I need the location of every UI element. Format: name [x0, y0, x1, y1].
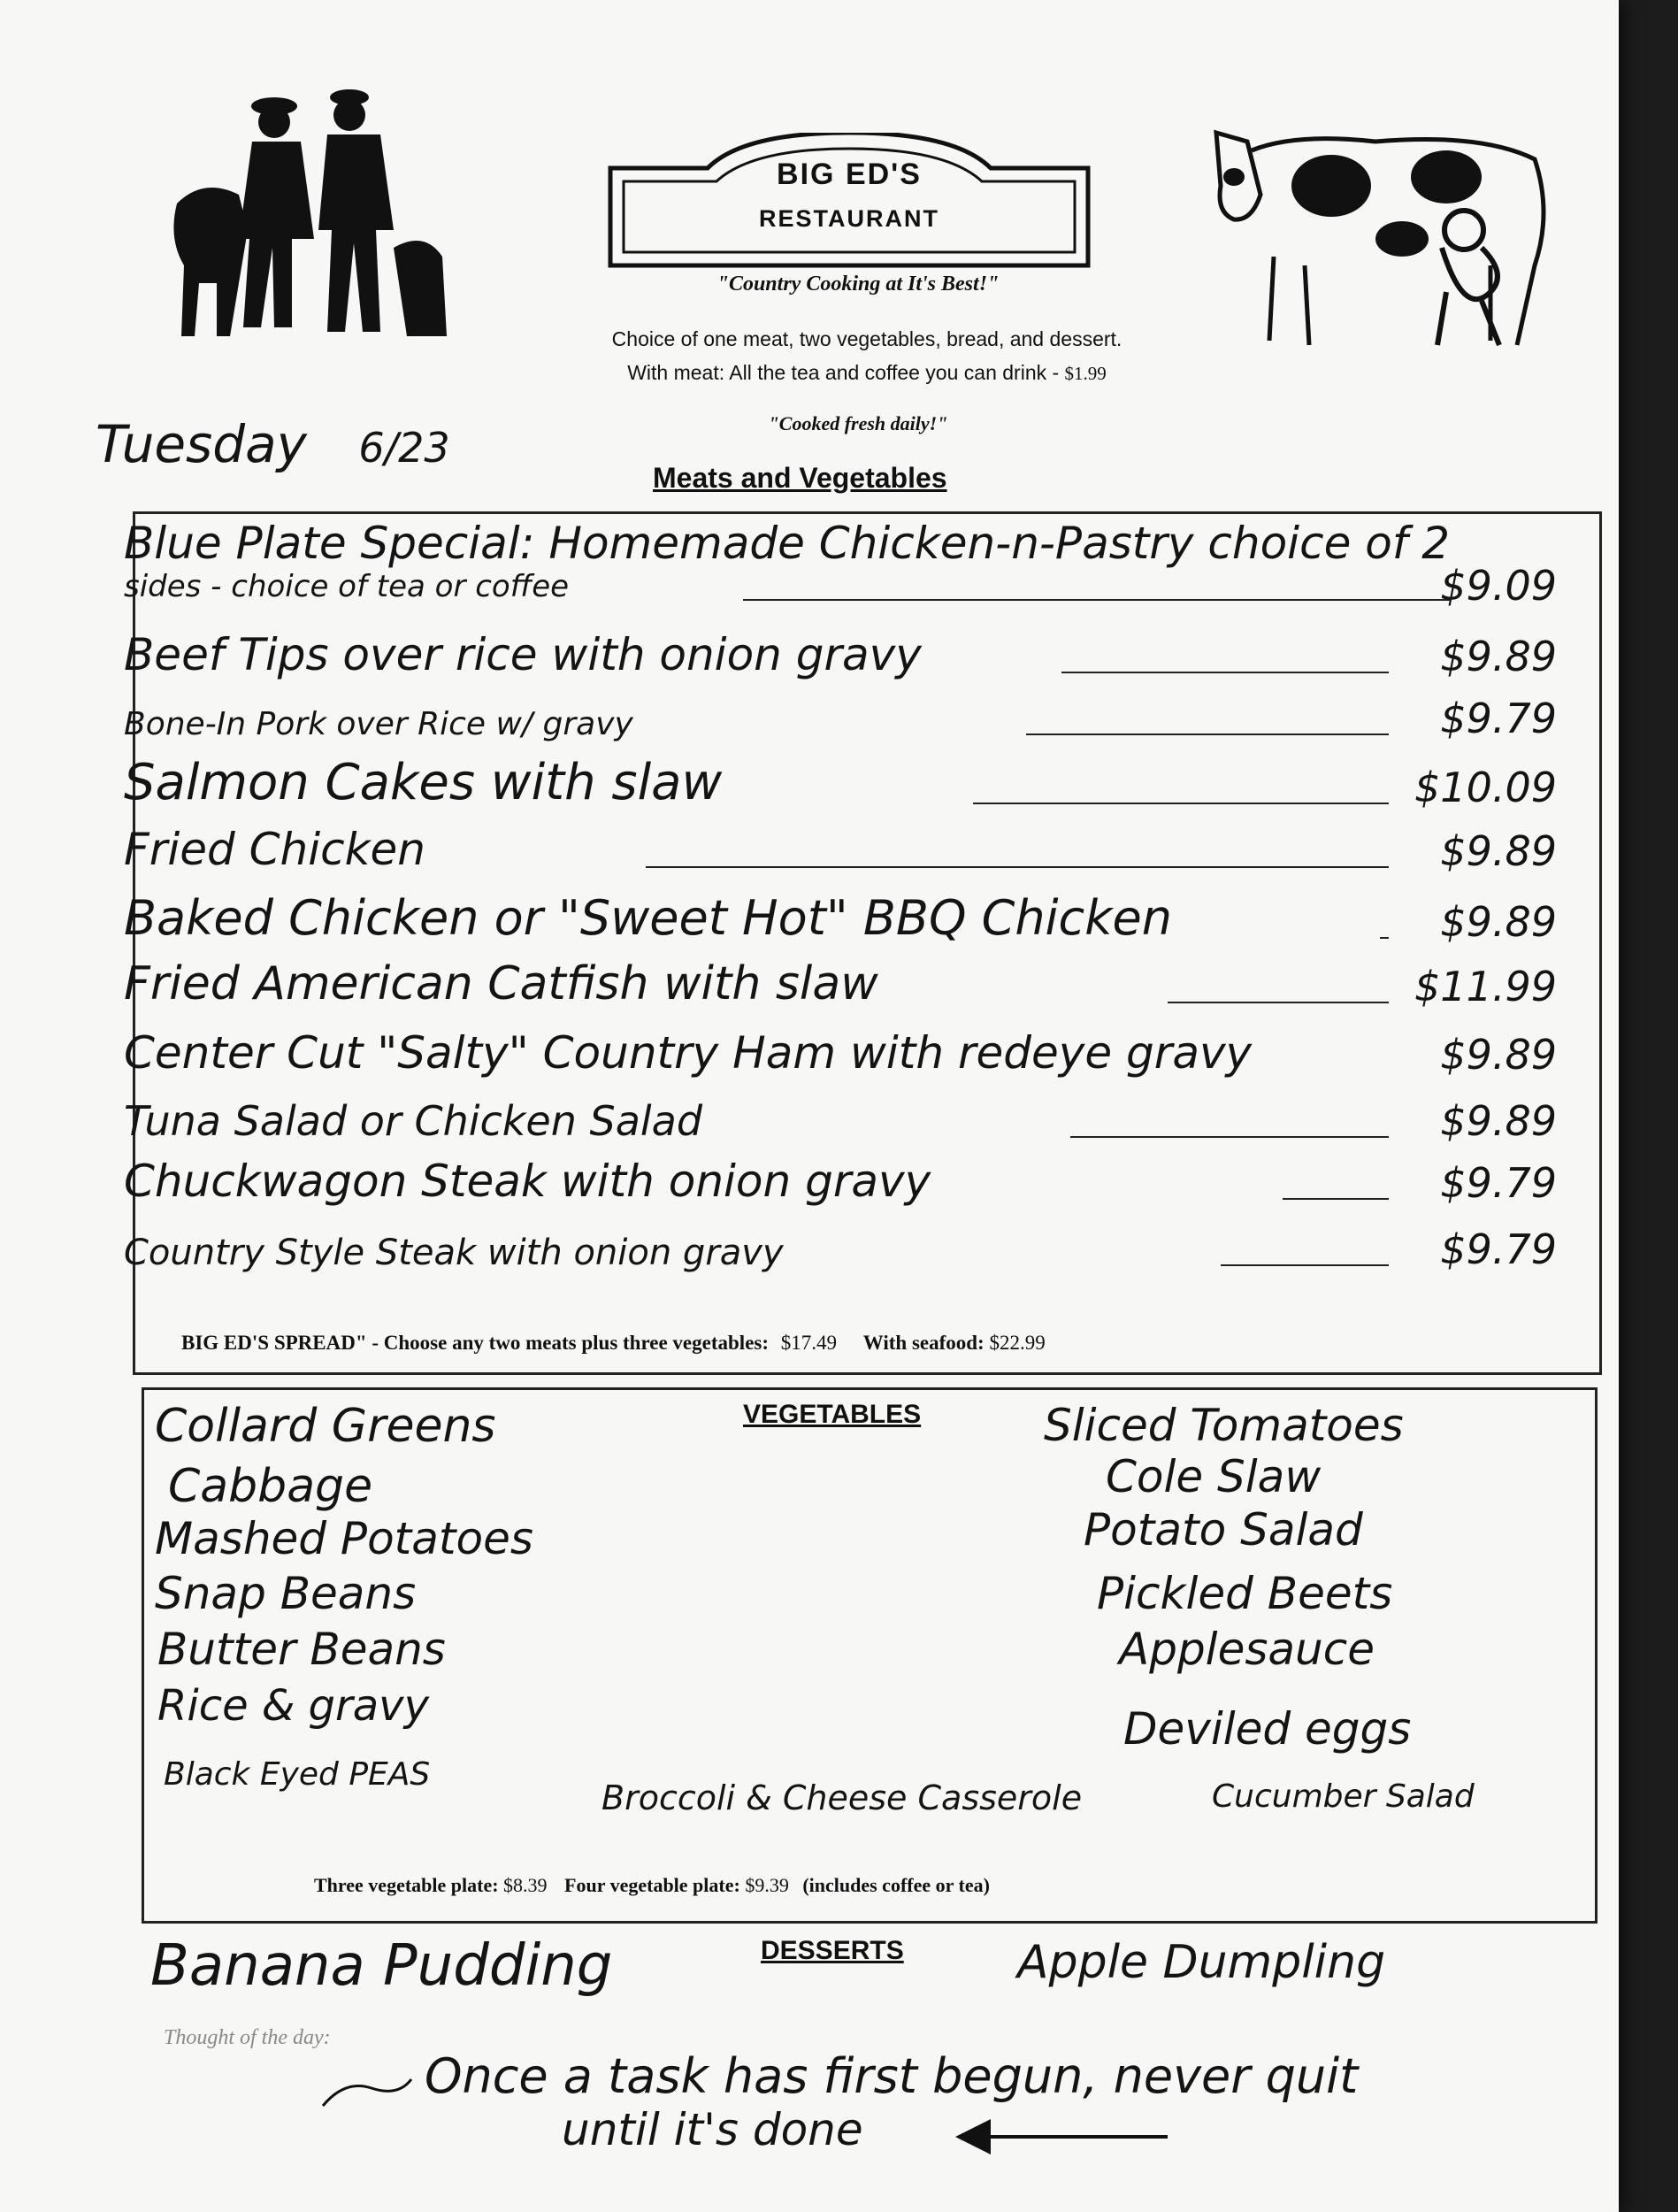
menu-item-name: Beef Tips over rice with onion gravy: [124, 629, 922, 680]
menu-item: [124, 818, 1557, 880]
menu-item: [124, 1150, 1557, 1212]
thought-line-2: until it's done: [562, 2104, 863, 2155]
spread-line: [181, 1332, 1046, 1355]
menu-item-price: $9.89: [1440, 1097, 1557, 1145]
vegetable-item: Potato Salad: [1084, 1504, 1363, 1555]
spread-price: $17.49: [780, 1332, 838, 1354]
three-plate-label: Three vegetable plate:: [314, 1874, 499, 1896]
menu-item-name: Baked Chicken or "Sweet Hot" BBQ Chicken: [124, 890, 1172, 946]
restaurant-type: RESTAURANT: [759, 205, 939, 232]
spread-text: BIG ED'S SPREAD" - Choose any two meats plus three vegetables:: [181, 1332, 770, 1354]
four-plate-price: $9.39: [745, 1874, 789, 1896]
menu-item-price: $9.89: [1440, 1031, 1557, 1079]
menu-item: [124, 1022, 1557, 1084]
vegetable-item: Black Eyed PEAS: [164, 1756, 431, 1793]
includes-note: (includes coffee or tea): [802, 1874, 990, 1896]
squiggle-icon: [318, 2070, 416, 2115]
seafood-label: With seafood:: [862, 1332, 985, 1354]
cow-icon: [1199, 115, 1570, 354]
farmers-silhouette-icon: [168, 80, 460, 345]
menu-item-price: $9.79: [1440, 1159, 1557, 1207]
menu-item-price: $9.89: [1440, 633, 1557, 680]
menu-item: [124, 624, 1557, 686]
menu-date: [96, 414, 450, 474]
tagline: "Country Cooking at It's Best!": [716, 273, 1000, 296]
special-rule: [743, 599, 1451, 601]
menu-item-leader-line: [1061, 672, 1389, 673]
menu-item: [124, 1217, 1557, 1279]
restaurant-name: BIG ED'S: [777, 157, 922, 191]
choice-line: Choice of one meat, two vegetables, bread, and dessert.: [611, 327, 1122, 350]
menu-item-price: $9.79: [1440, 695, 1557, 742]
vegetable-item: Pickled Beets: [1097, 1568, 1393, 1619]
menu-date-value: 6/23: [358, 424, 450, 472]
meat-line-text: With meat: All the tea and coffee you can drink -: [627, 361, 1060, 384]
special-line-1: Blue Plate Special: Homemade Chicken-n-Pastry choice of 2: [124, 518, 1451, 569]
menu-item-name: Center Cut "Salty" Country Ham with redeye gravy: [124, 1027, 1253, 1079]
menu-item-price: $9.89: [1440, 827, 1557, 875]
menu-item-price: $9.79: [1440, 1225, 1557, 1273]
menu-item: [124, 755, 1557, 817]
desserts-section-title: DESSERTS: [761, 1936, 904, 1965]
menu-item-name: Salmon Cakes with slaw: [124, 754, 723, 811]
special-price: $9.09: [1440, 562, 1557, 610]
menu-item-price: $10.09: [1414, 764, 1557, 811]
three-plate-price: $8.39: [503, 1874, 548, 1896]
menu-item: [124, 1088, 1557, 1150]
vegetable-item: Applesauce: [1119, 1624, 1375, 1675]
vegetable-item: Deviled eggs: [1123, 1703, 1412, 1755]
vegetable-item: Cabbage: [168, 1460, 373, 1513]
meat-line-price: $1.99: [1064, 363, 1107, 384]
menu-day: Tuesday: [96, 414, 307, 474]
thought-line-1: Once a task has first begun, never quit: [425, 2048, 1359, 2104]
menu-item-leader-line: [973, 803, 1389, 804]
menu-item-leader-line: [646, 866, 1389, 868]
vegetable-item: Rice & gravy: [157, 1681, 429, 1731]
meat-line: [469, 361, 1265, 385]
blue-plate-special: [124, 518, 1557, 611]
vegetable-item: Butter Beans: [157, 1624, 446, 1675]
menu-item-price: $11.99: [1414, 963, 1557, 1010]
arrow-icon: [946, 2110, 1176, 2163]
vegetable-plate-prices: [314, 1874, 990, 1897]
restaurant-logo: [601, 133, 1097, 270]
veg-casserole: Broccoli & Cheese Casserole: [601, 1778, 1083, 1817]
vegetable-item: Mashed Potatoes: [155, 1513, 533, 1564]
vegetable-item: Sliced Tomatoes: [1044, 1400, 1404, 1451]
thought-label: Thought of the day:: [164, 2026, 331, 2049]
menu-item: [124, 686, 1557, 748]
menu-item-name: Fried Chicken: [124, 824, 425, 875]
menu-item-leader-line: [1026, 733, 1389, 735]
menu-item-name: Tuna Salad or Chicken Salad: [124, 1097, 703, 1145]
vegetable-item: Collard Greens: [155, 1400, 496, 1453]
seafood-price: $22.99: [989, 1332, 1046, 1354]
menu-item-leader-line: [1380, 937, 1389, 939]
menu-item-name: Bone-In Pork over Rice w/ gravy: [124, 706, 633, 742]
veg-cucumber-salad: Cucumber Salad: [1212, 1778, 1475, 1815]
cooked-line: "Cooked fresh daily!": [768, 412, 948, 434]
menu-item-leader-line: [1070, 1136, 1389, 1138]
special-line-2: sides - choice of tea or coffee: [124, 569, 570, 604]
menu-item-name: Country Style Steak with onion gravy: [124, 1233, 784, 1273]
vegetable-item: Cole Slaw: [1106, 1451, 1322, 1502]
menu-item-price: $9.89: [1440, 898, 1557, 946]
menu-item-name: Fried American Catfish with slaw: [124, 957, 878, 1010]
vegetable-item: Snap Beans: [155, 1568, 417, 1619]
menu-item-leader-line: [1283, 1198, 1389, 1200]
menu-item: [124, 954, 1557, 1016]
menu-item-name: Chuckwagon Steak with onion gravy: [124, 1156, 931, 1207]
menu-item-leader-line: [1168, 1002, 1389, 1003]
four-plate-label: Four vegetable plate:: [564, 1874, 740, 1896]
menu-item-leader-line: [1221, 1264, 1389, 1266]
meats-section-title: Meats and Vegetables: [653, 462, 947, 494]
vegetables-section-title: VEGETABLES: [743, 1400, 922, 1429]
dessert-banana-pudding: Banana Pudding: [150, 1933, 613, 1999]
menu-item: [124, 889, 1557, 951]
dessert-apple-dumpling: Apple Dumpling: [1017, 1936, 1386, 1989]
